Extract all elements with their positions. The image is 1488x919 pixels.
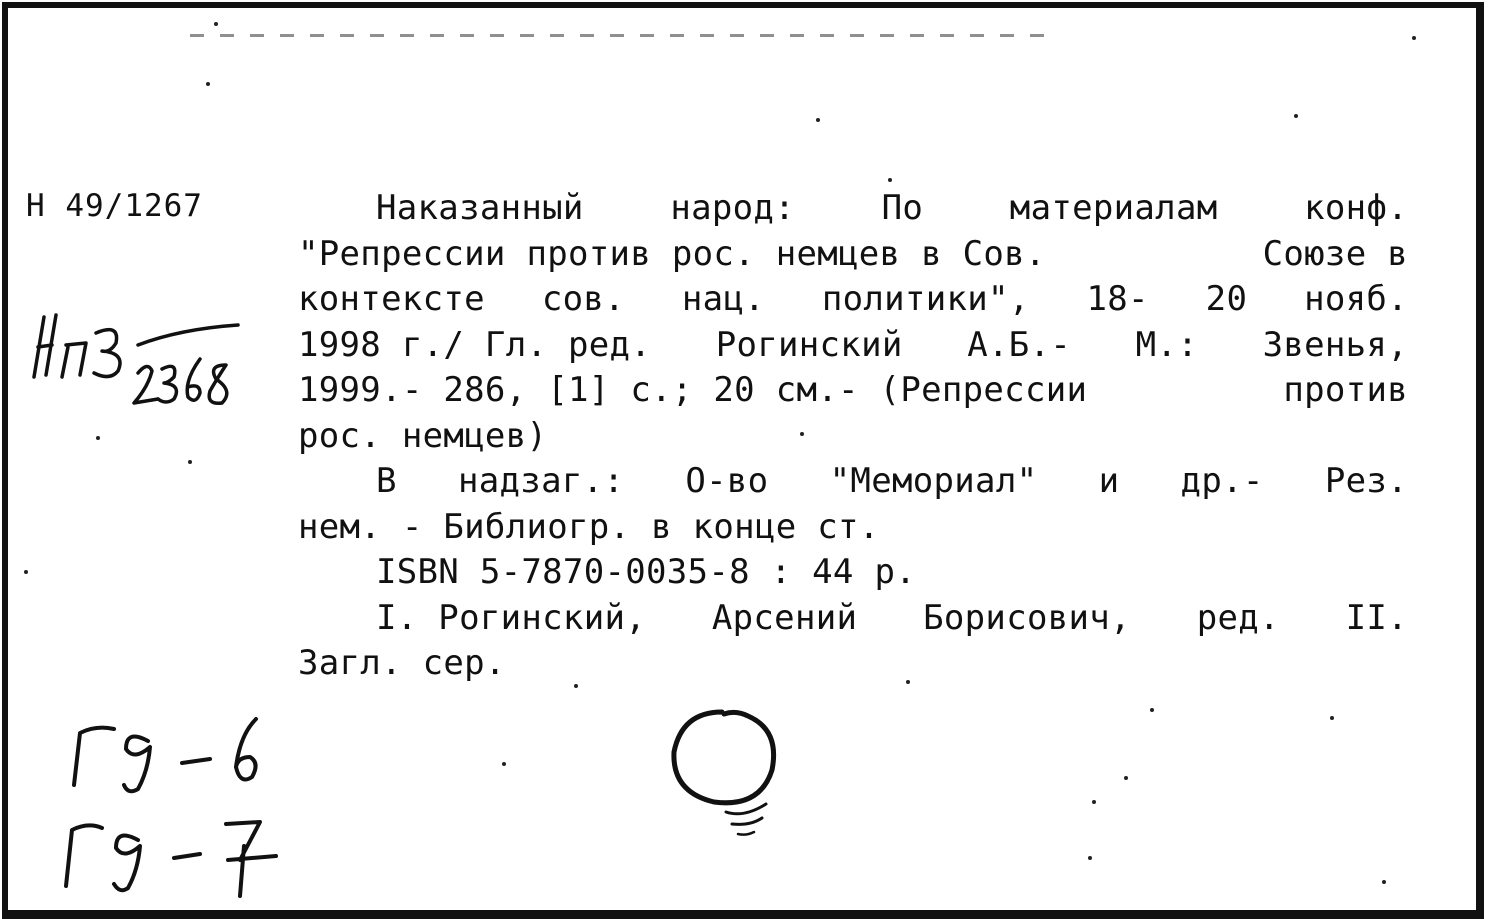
- call-number-bottom: [0, 0, 1, 1]
- top-dotted-rule: [190, 34, 1060, 37]
- word: нояб.: [1304, 279, 1408, 319]
- speck: [96, 436, 100, 440]
- speck: [1294, 114, 1298, 118]
- isbn-line: ISBN 5-7870-0035-8 : 44 р.: [376, 552, 917, 592]
- code-2-text: [0, 0, 1, 1]
- speck: [800, 432, 804, 436]
- speck: [816, 118, 820, 122]
- word: контексте: [298, 279, 485, 319]
- description-line: [298, 232, 1408, 278]
- speck: [502, 762, 506, 766]
- word: и: [1098, 461, 1120, 501]
- word: Рез.: [1324, 461, 1408, 501]
- word: 20: [1205, 279, 1248, 319]
- speck: [214, 22, 218, 26]
- word: А.Б.-: [967, 324, 1072, 365]
- word: Арсений: [711, 597, 858, 638]
- bibliographic-description: [298, 186, 1408, 687]
- description-line: [298, 186, 1408, 232]
- handwritten-code-1: [50, 705, 280, 795]
- speck: [188, 460, 192, 464]
- call-number-top: [0, 0, 1, 1]
- word: ред.: [1196, 597, 1280, 638]
- word: Наказанный: [376, 188, 584, 228]
- word: Борисович,: [923, 597, 1131, 638]
- word: 18-: [1086, 279, 1149, 319]
- speck: [1092, 800, 1096, 804]
- word: сов.: [541, 279, 625, 319]
- speck: [24, 570, 28, 574]
- word: надзаг.:: [457, 461, 625, 501]
- word: народ:: [670, 188, 795, 228]
- speck: [206, 82, 210, 86]
- word: М.:: [1135, 324, 1198, 365]
- word: "Мемориал": [829, 461, 1038, 501]
- word: конф.: [1304, 188, 1408, 228]
- speck: [1150, 708, 1154, 712]
- speck: [906, 680, 910, 684]
- word: против: [1283, 370, 1408, 410]
- word: "Репрессии против рос. немцев в Сов.: [298, 233, 1046, 274]
- description-line: [298, 596, 1408, 642]
- description-line: нем. - Библиогр. в конце ст.: [298, 506, 880, 547]
- word: Рогинский: [715, 324, 903, 365]
- word: 1999.- 286, [1] с.; 20 см.- (Репрессии: [298, 370, 1088, 410]
- code-1-text: [0, 0, 1, 1]
- speck: [1088, 856, 1092, 860]
- speck: [1124, 776, 1128, 780]
- word: нац.: [681, 279, 765, 319]
- hand-drawn-circle-mark: [662, 700, 792, 845]
- description-line: рос. немцев): [298, 415, 548, 456]
- word: др.-: [1180, 461, 1264, 501]
- handwritten-call-number: [30, 295, 270, 425]
- word: политики",: [821, 279, 1030, 319]
- word: В: [376, 461, 397, 501]
- handwritten-code-2: [50, 800, 290, 900]
- speck: [1382, 880, 1386, 884]
- word: I. Рогинский,: [376, 597, 647, 638]
- word: Союзе в: [1262, 233, 1408, 274]
- word: По: [881, 188, 924, 228]
- description-line: [298, 277, 1408, 323]
- speck: [888, 178, 892, 182]
- word: материалам: [1009, 188, 1218, 228]
- word: О-во: [685, 461, 769, 501]
- word: Звенья,: [1262, 324, 1408, 365]
- speck: [574, 684, 578, 688]
- description-line: Загл. сер.: [298, 643, 506, 683]
- description-line: [298, 323, 1408, 369]
- word: II.: [1345, 597, 1408, 638]
- shelf-mark: Н 49/1267: [26, 188, 203, 224]
- speck: [1412, 36, 1416, 40]
- description-line: [298, 368, 1408, 414]
- word: 1998 г./ Гл. ред.: [298, 324, 652, 365]
- description-line: [298, 459, 1408, 505]
- speck: [1330, 716, 1334, 720]
